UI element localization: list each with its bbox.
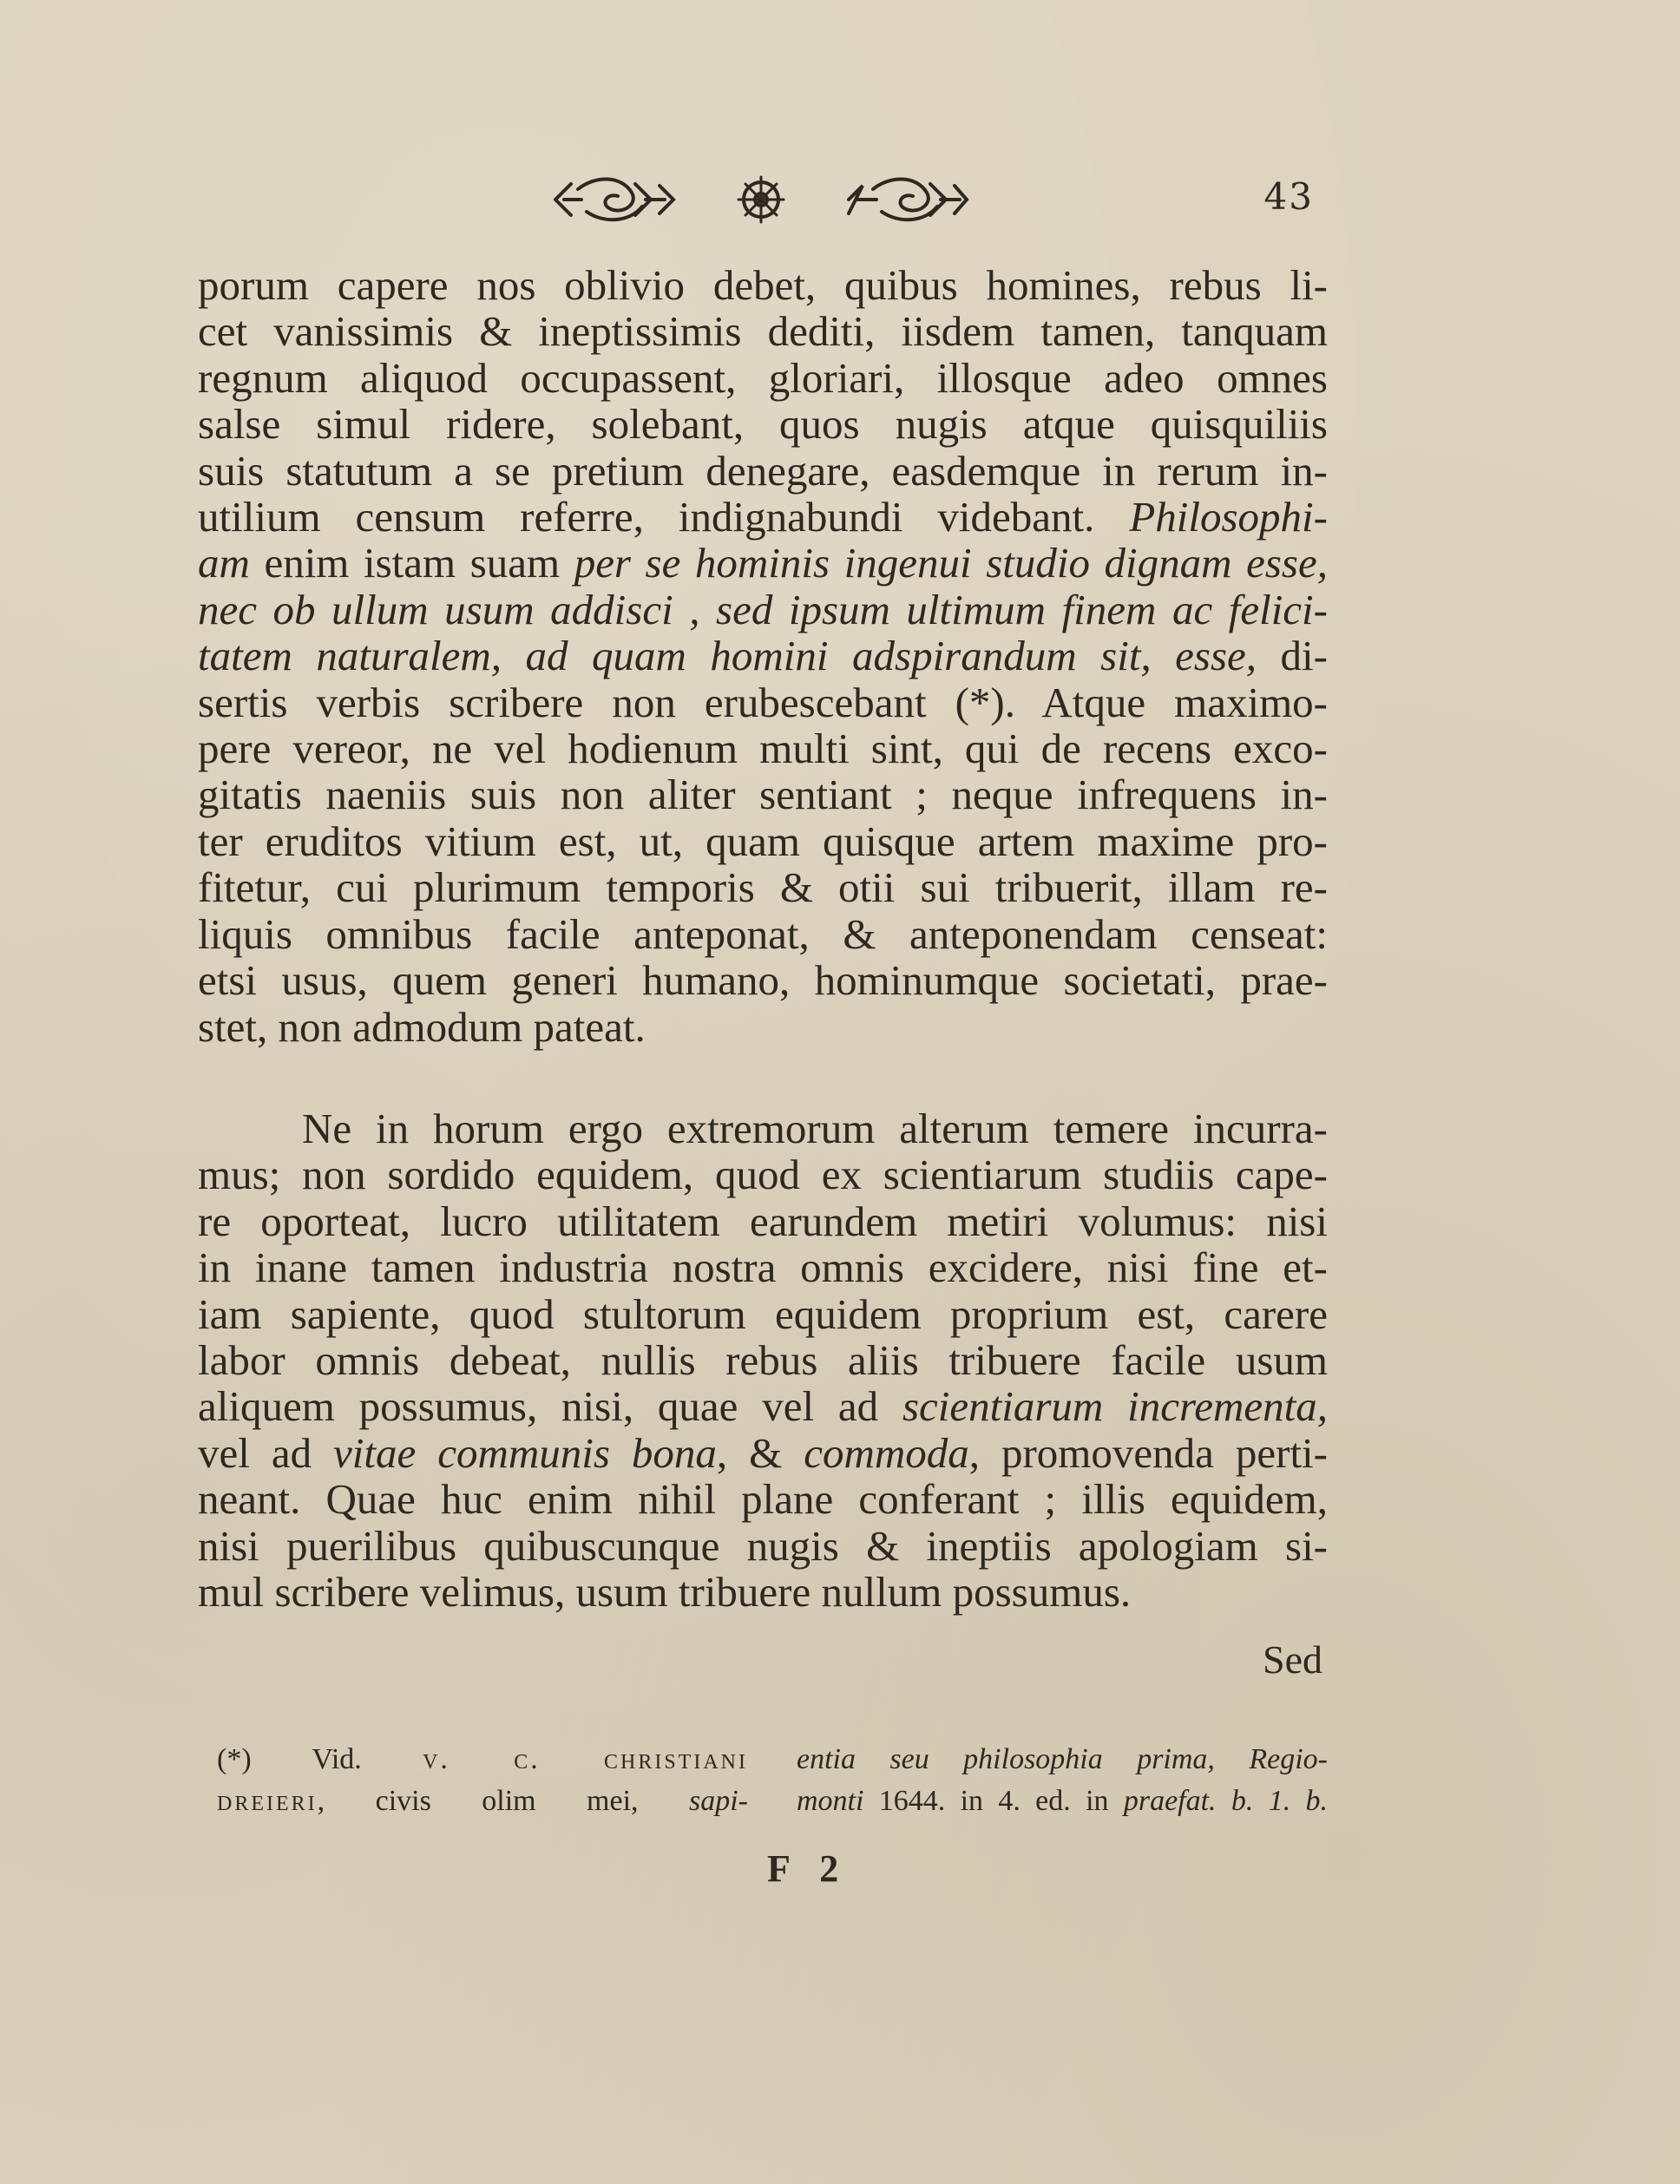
text-line: iam sapiente, quod stultorum equidem proprium est, carere (198, 1289, 1328, 1338)
paragraph-2 (198, 1105, 1328, 1615)
text-line: salse simul ridere, solebant, quos nugis atque quisquiliis (198, 400, 1328, 449)
footnote-line: monti 1644. in 4. ed. in praefat. b. 1. b. (797, 1785, 1329, 1817)
text-line: ter eruditos vitium est, ut, quam quisque artem maxime pro- (198, 817, 1328, 865)
text-line: gitatis naeniis suis non aliter sentiant ; neque infrequens in- (198, 771, 1328, 819)
text-line: sertis verbis scribere non erubescebant (*). Atque maximo- (198, 678, 1328, 726)
text-line: liquis omnibus facile anteponat, & anteponendam censeat: (198, 909, 1328, 958)
page-number: 43 (1263, 175, 1314, 218)
text-line: pere vereor, ne vel hodienum multi sint, qui de recens exco- (198, 725, 1328, 773)
text-line: fitetur, cui plurimum temporis & otii sui tribuerit, illam re- (198, 863, 1328, 912)
catchword: Sed (1263, 1637, 1322, 1682)
running-head (0, 170, 1680, 231)
text-line: utilium censum referre, indignabundi videbant. Philosophi- (198, 493, 1328, 541)
footnote-right-column (797, 1739, 1328, 1822)
text-line: aliquem possumus, nisi, quae vel ad scientiarum incrementa, (198, 1382, 1328, 1431)
text-line: labor omnis debeat, nullis rebus aliis tribuere facile usum (198, 1336, 1328, 1385)
text-line: porum capere nos oblivio debet, quibus homines, rebus li- (198, 261, 1328, 309)
signature-mark: F 2 (767, 1847, 850, 1890)
paragraph-1 (198, 262, 1328, 1050)
footnote-line: dreieri, civis olim mei, sapi- (217, 1785, 748, 1817)
text-line: regnum aliquod occupassent, gloriari, illosque adeo omnes (198, 353, 1328, 402)
text-line: re oporteat, lucro utilitatem earundem metiri volumus: nisi (198, 1197, 1328, 1245)
text-line: etsi usus, quem generi humano, hominumque societati, prae- (198, 956, 1328, 1005)
text-line: tatem naturalem, ad quam homini adspirandum sit, esse, di- (198, 632, 1328, 680)
text-line: nisi puerilibus quibuscunque nugis & ineptiis apologiam si- (198, 1521, 1328, 1570)
text-line: mul scribere velimus, usum tribuere nullum possumus. (198, 1568, 1132, 1617)
text-line: mus; non sordido equidem, quod ex scientiarum studiis cape- (198, 1151, 1328, 1199)
text-line: cet vanissimis & ineptissimis dediti, iisdem tamen, tanquam (198, 307, 1328, 356)
text-line: stet, non admodum pateat. (198, 1002, 646, 1051)
text-line: am enim istam suam per se hominis ingenui studio dignam esse, (198, 539, 1328, 587)
printers-ornament-icon (552, 172, 970, 227)
footnote-line: (*) Vid. v. c. christiani (217, 1743, 748, 1775)
text-line: vel ad vitae communis bona, & commoda, promovenda perti- (198, 1428, 1328, 1477)
text-line: nec ob ullum usum addisci , sed ipsum ultimum finem ac felici- (198, 585, 1328, 633)
text-line: Ne in horum ergo extremorum alterum temere incurra- (302, 1105, 1328, 1152)
text-line: in inane tamen industria nostra omnis excidere, nisi fine et- (198, 1243, 1328, 1292)
text-line: neant. Quae huc enim nihil plane conferant ; illis equidem, (198, 1475, 1328, 1524)
footnote-left-column (217, 1739, 748, 1822)
text-line: suis statutum a se pretium denegare, easdemque in rerum in- (198, 446, 1328, 495)
footnote-line: entia seu philosophia prima, Regio- (797, 1743, 1328, 1775)
